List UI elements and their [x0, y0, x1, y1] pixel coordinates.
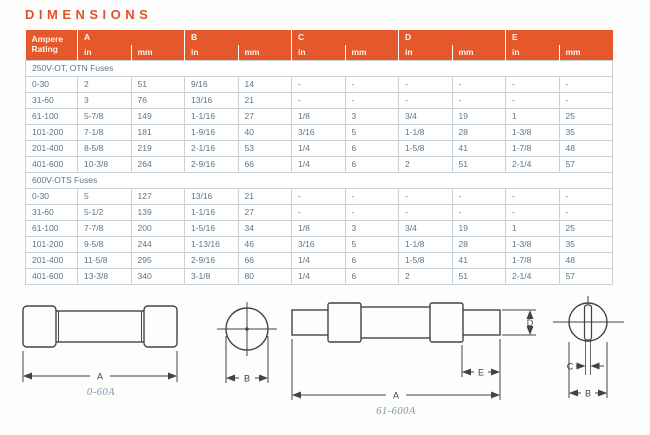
cell: 80: [238, 269, 292, 285]
ampere-rating-header: Ampere Rating: [26, 30, 78, 61]
ampere-cell: 31-60: [26, 205, 78, 221]
cell: 2-9/16: [185, 253, 239, 269]
cell: 1-9/16: [185, 125, 239, 141]
cell: 2: [399, 157, 453, 173]
cell: 3/4: [399, 109, 453, 125]
cell: 10-3/8: [78, 157, 132, 173]
cell: -: [559, 93, 613, 109]
cell: 53: [238, 141, 292, 157]
cell: -: [559, 189, 613, 205]
table-row: [26, 125, 613, 141]
dim-label-b: B: [243, 373, 251, 384]
table-row: [26, 109, 613, 125]
unit-header-in: in: [399, 45, 453, 61]
cell: 51: [452, 269, 506, 285]
cell: 244: [131, 237, 185, 253]
cell: -: [345, 205, 399, 221]
table-row: [26, 221, 613, 237]
section-label: 250V-OT, OTN Fuses: [26, 61, 613, 77]
cell: 19: [452, 221, 506, 237]
table-header: [26, 30, 613, 61]
table-row: [26, 269, 613, 285]
cell: -: [345, 93, 399, 109]
cell: 1/4: [292, 269, 346, 285]
cell: -: [399, 77, 453, 93]
cell: -: [452, 77, 506, 93]
cell: 5: [345, 237, 399, 253]
cell: -: [292, 93, 346, 109]
cell: 14: [238, 77, 292, 93]
cell: 6: [345, 141, 399, 157]
cell: 3/16: [292, 125, 346, 141]
table-row: [26, 77, 613, 93]
cell: 7-7/8: [78, 221, 132, 237]
cell: 11-5/8: [78, 253, 132, 269]
cell: 5: [345, 125, 399, 141]
large-fuse-diagram: [292, 303, 536, 417]
cell: 3-1/8: [185, 269, 239, 285]
cell: 51: [131, 77, 185, 93]
cell: -: [399, 205, 453, 221]
cell: 41: [452, 141, 506, 157]
cell: 66: [238, 253, 292, 269]
cell: 9/16: [185, 77, 239, 93]
cell: 1-5/8: [399, 141, 453, 157]
cell: 1/8: [292, 109, 346, 125]
unit-header-mm: mm: [452, 45, 506, 61]
unit-header-mm: mm: [131, 45, 185, 61]
cell: 295: [131, 253, 185, 269]
cell: 181: [131, 125, 185, 141]
ampere-cell: 0-30: [26, 189, 78, 205]
cell: -: [345, 77, 399, 93]
ampere-cell: 61-100: [26, 109, 78, 125]
column-group-e: E: [506, 30, 613, 45]
cell: 1/4: [292, 141, 346, 157]
cell: 25: [559, 221, 613, 237]
cell: 57: [559, 269, 613, 285]
cell: -: [345, 189, 399, 205]
ampere-cell: 31-60: [26, 93, 78, 109]
table-row: [26, 253, 613, 269]
unit-header-in: in: [506, 45, 560, 61]
dimensions-table: [25, 30, 613, 285]
header-group-row: [26, 30, 613, 45]
column-group-b: B: [185, 30, 292, 45]
cell: -: [506, 205, 560, 221]
dim-label-d: D: [526, 318, 534, 328]
cell: 3: [345, 221, 399, 237]
cell: -: [506, 77, 560, 93]
cell: 6: [345, 157, 399, 173]
cell: 2: [399, 269, 453, 285]
small-fuse-diagram: [23, 306, 177, 398]
cell: -: [292, 189, 346, 205]
cell: 6: [345, 269, 399, 285]
column-group-c: C: [292, 30, 399, 45]
cell: 48: [559, 253, 613, 269]
cell: 1/4: [292, 157, 346, 173]
cell: 21: [238, 189, 292, 205]
header-unit-row: [26, 45, 613, 61]
cell: -: [452, 205, 506, 221]
section-label: 600V-OTS Fuses: [26, 173, 613, 189]
cell: 1-13/16: [185, 237, 239, 253]
cell: 9-5/8: [78, 237, 132, 253]
cell: 1-7/8: [506, 253, 560, 269]
cell: -: [399, 189, 453, 205]
section-header-600v: [26, 173, 613, 189]
cell: 21: [238, 93, 292, 109]
cell: 1-1/8: [399, 237, 453, 253]
dim-label-a: A: [96, 371, 104, 382]
cell: 40: [238, 125, 292, 141]
cell: 1-5/16: [185, 221, 239, 237]
table-row: [26, 157, 613, 173]
cell: 219: [131, 141, 185, 157]
cell: 34: [238, 221, 292, 237]
cell: 200: [131, 221, 185, 237]
cell: 76: [131, 93, 185, 109]
cell: 3: [345, 109, 399, 125]
cell: -: [506, 93, 560, 109]
unit-header-in: in: [292, 45, 346, 61]
cell: 35: [559, 237, 613, 253]
cell: -: [559, 77, 613, 93]
fuse-caption: 61-600A: [376, 406, 416, 417]
page-title: DIMENSIONS: [25, 7, 153, 22]
ampere-cell: 61-100: [26, 221, 78, 237]
cell: 6: [345, 253, 399, 269]
ampere-cell: 201-400: [26, 253, 78, 269]
table-row: [26, 237, 613, 253]
cell: -: [292, 77, 346, 93]
cell: 41: [452, 253, 506, 269]
cell: 1: [506, 221, 560, 237]
cell: -: [452, 93, 506, 109]
cell: 3/4: [399, 221, 453, 237]
cell: 51: [452, 157, 506, 173]
cell: 35: [559, 125, 613, 141]
cell: -: [506, 189, 560, 205]
cell: 2: [78, 77, 132, 93]
cell: 8-5/8: [78, 141, 132, 157]
cell: 7-1/8: [78, 125, 132, 141]
cell: 2-1/4: [506, 269, 560, 285]
cell: -: [399, 93, 453, 109]
cell: 46: [238, 237, 292, 253]
unit-header-mm: mm: [238, 45, 292, 61]
unit-header-in: in: [185, 45, 239, 61]
cell: -: [452, 189, 506, 205]
cell: 1/4: [292, 253, 346, 269]
cell: 1-1/8: [399, 125, 453, 141]
cell: 48: [559, 141, 613, 157]
cell: 25: [559, 109, 613, 125]
column-group-a: A: [78, 30, 185, 45]
cell: 28: [452, 125, 506, 141]
table-row: [26, 205, 613, 221]
unit-header-mm: mm: [345, 45, 399, 61]
dim-label-a: A: [392, 390, 400, 401]
cell: 66: [238, 157, 292, 173]
dim-label-c: C: [566, 361, 574, 372]
cell: 2-1/16: [185, 141, 239, 157]
fuse-caption: 0-60A: [86, 387, 116, 398]
cell: 19: [452, 109, 506, 125]
ampere-cell: 101-200: [26, 237, 78, 253]
cell: 5: [78, 189, 132, 205]
ampere-cell: 101-200: [26, 125, 78, 141]
table-row: [26, 141, 613, 157]
cell: 1-1/16: [185, 109, 239, 125]
table-row: [26, 189, 613, 205]
cell: 149: [131, 109, 185, 125]
cell: 3/16: [292, 237, 346, 253]
cell: 27: [238, 205, 292, 221]
dim-label-e: E: [477, 367, 485, 378]
cell: 5-7/8: [78, 109, 132, 125]
cell: 127: [131, 189, 185, 205]
cell: 13-3/8: [78, 269, 132, 285]
dim-label-b: B: [584, 388, 592, 399]
section-header-250v: [26, 61, 613, 77]
table-row: [26, 93, 613, 109]
cell: 340: [131, 269, 185, 285]
cell: 139: [131, 205, 185, 221]
cell: 1-3/8: [506, 237, 560, 253]
cell: 1-7/8: [506, 141, 560, 157]
column-group-d: D: [399, 30, 506, 45]
cell: 5-1/2: [78, 205, 132, 221]
cell: 3: [78, 93, 132, 109]
cell: 27: [238, 109, 292, 125]
cell: -: [292, 205, 346, 221]
fuse-dimension-diagrams: [0, 295, 650, 435]
cell: 1-1/16: [185, 205, 239, 221]
cell: 28: [452, 237, 506, 253]
cell: 13/16: [185, 93, 239, 109]
cell: 2-1/4: [506, 157, 560, 173]
cell: 1: [506, 109, 560, 125]
ampere-cell: 0-30: [26, 77, 78, 93]
unit-header-mm: mm: [559, 45, 613, 61]
cell: 2-9/16: [185, 157, 239, 173]
ampere-cell: 201-400: [26, 141, 78, 157]
cell: 264: [131, 157, 185, 173]
cell: 1/8: [292, 221, 346, 237]
small-fuse-end-view: [217, 302, 277, 384]
cell: 1-3/8: [506, 125, 560, 141]
ampere-cell: 401-600: [26, 157, 78, 173]
unit-header-in: in: [78, 45, 132, 61]
ampere-cell: 401-600: [26, 269, 78, 285]
cell: 1-5/8: [399, 253, 453, 269]
cell: -: [559, 205, 613, 221]
cell: 57: [559, 157, 613, 173]
cell: 13/16: [185, 189, 239, 205]
large-fuse-end-view: [553, 296, 624, 399]
